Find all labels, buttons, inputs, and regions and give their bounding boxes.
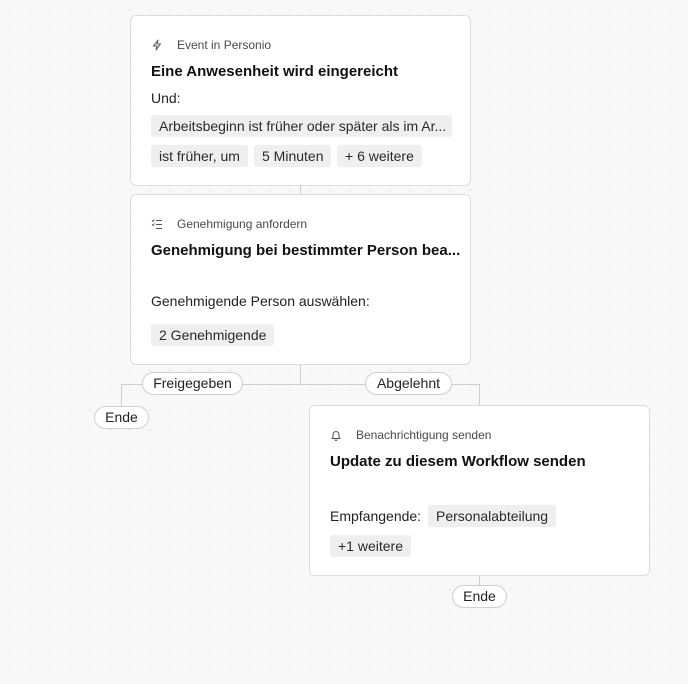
condition-chip[interactable]: ist früher, um (151, 145, 248, 167)
approval-step-card[interactable] (130, 194, 471, 365)
connector-notify-to-end (479, 575, 480, 585)
branch-rejected-pill[interactable]: Abgelehnt (365, 372, 452, 395)
event-card-header-label: Event in Personio (177, 38, 272, 52)
notification-step-card[interactable] (309, 405, 650, 576)
event-card-title: Eine Anwesenheit wird eingereicht (151, 63, 399, 80)
event-trigger-card[interactable] (130, 15, 471, 186)
condition-chip[interactable]: 5 Minuten (254, 145, 331, 167)
checklist-icon (151, 218, 163, 230)
connector-approval-down (300, 364, 301, 384)
approvers-chip[interactable]: 2 Genehmigende (151, 324, 274, 346)
approval-card-title: Genehmigung bei bestimmter Person bea... (151, 242, 461, 259)
notify-card-title: Update zu diesem Workflow senden (330, 453, 586, 470)
more-recipients-chip[interactable]: +1 weitere (330, 535, 411, 557)
connector-left-down (121, 384, 122, 406)
branch-approved-pill[interactable]: Freigegeben (142, 372, 243, 395)
bolt-icon (151, 39, 163, 51)
approver-select-label: Genehmigende Person auswählen: (151, 293, 370, 309)
connector-right-down (479, 384, 480, 406)
recipient-chip[interactable]: Personalabteilung (428, 505, 556, 527)
condition-chip[interactable]: Arbeitsbeginn ist früher oder später als im Ar... (151, 115, 452, 137)
approval-card-header (151, 217, 307, 231)
end-node-left[interactable]: Ende (94, 406, 149, 429)
event-card-header (151, 38, 271, 52)
more-conditions-chip[interactable]: + 6 weitere (337, 145, 422, 167)
approval-card-header-label: Genehmigung anfordern (177, 217, 308, 231)
recipients-label: Empfangende: (330, 508, 422, 524)
notify-card-header (330, 428, 491, 442)
bell-icon (330, 429, 342, 441)
event-card-und-label: Und: (151, 90, 181, 106)
notify-card-header-label: Benachrichtigung senden (356, 428, 492, 442)
end-node-right[interactable]: Ende (452, 585, 507, 608)
